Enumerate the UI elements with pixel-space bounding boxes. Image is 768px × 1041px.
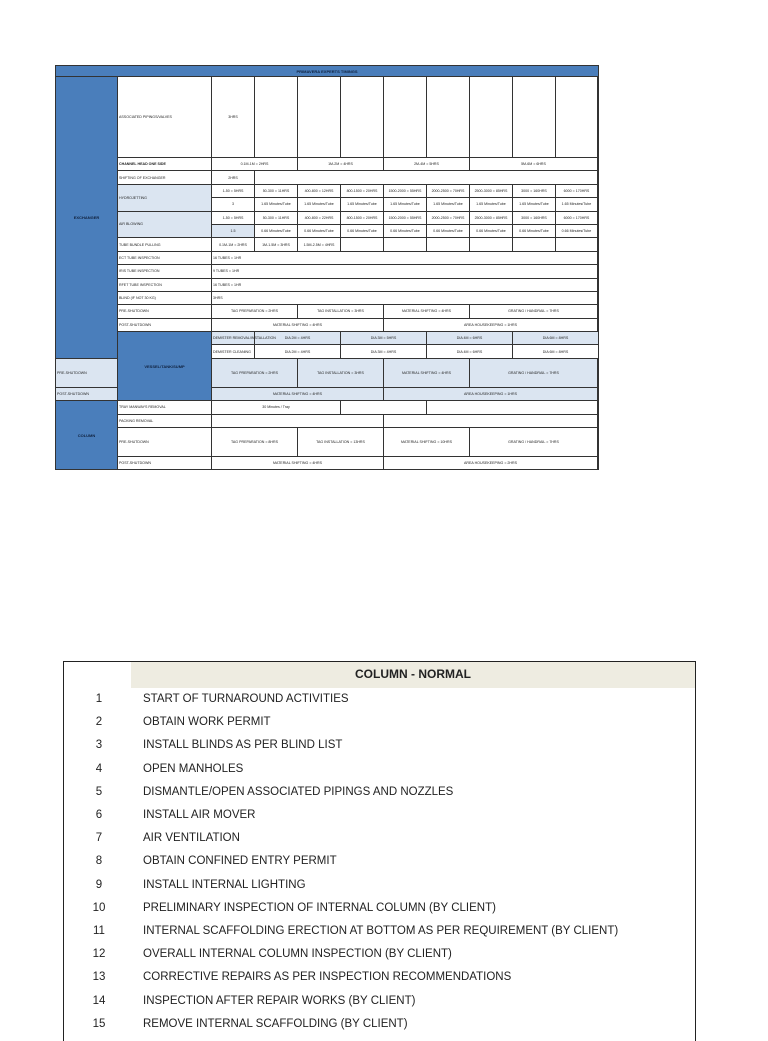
timing-cell: 1.5M-2.5M = 4HRS [298, 238, 341, 251]
timing-cell: 1.65 Minutes/Tube [384, 198, 427, 211]
item-number: 13 [92, 971, 106, 984]
activity-label: SHIFTING OF EXCHANGER [118, 171, 212, 184]
timing-cell: 1500-2000 = 55HRS [384, 211, 427, 224]
timing-cell: 30 Minutes / Tray [212, 401, 341, 414]
timing-cell: 1.65 Minutes/Tube [513, 198, 556, 211]
list-item [64, 734, 694, 756]
list-item [64, 711, 694, 733]
timing-cell: AREA HOUSEKEEPING = 2HRS [384, 457, 598, 470]
activity-label: TRAY MANWAYS REMOVAL [118, 401, 212, 414]
item-number: 3 [95, 739, 103, 752]
level-notes [598, 77, 599, 158]
item-text: OPEN MANHOLES [143, 762, 244, 775]
hydrojetting-note [598, 358, 599, 387]
timing-cell: MATERIAL SHIFTING = 4HRS [384, 305, 470, 318]
item-number: 15 [92, 1017, 106, 1030]
timing-cell: DIA 6M = 8HRS [513, 332, 599, 345]
item-number: 8 [95, 855, 103, 868]
activity-label: IRIS TUBE INSPECTION [118, 265, 212, 278]
timing-cell: MATERIAL SHIFTING = 10HRS [384, 428, 470, 457]
timing-cell: TAG INSTALLATION = 13HRS [298, 428, 384, 457]
timing-table [55, 65, 599, 470]
activity-label: DEMISTER REMOVAL/INSTALLATION [212, 332, 255, 345]
tube-note [598, 238, 599, 251]
item-text: OBTAIN CONFINED ENTRY PERMIT [143, 855, 337, 868]
list-item [64, 990, 694, 1012]
item-number: 7 [95, 832, 103, 845]
activity-label: PRE-SHUTDOWN [118, 305, 212, 318]
timing-cell: 400-800 = 12HRS [298, 184, 341, 197]
timing-cell: 2M-4M = 5HRS [384, 158, 470, 171]
timing-cell: 3HRS [212, 77, 255, 158]
timing-cell: DIA 2M = 4HRS [255, 345, 341, 358]
list-item [64, 781, 694, 803]
list-item [64, 943, 694, 965]
item-text: CORRECTIVE REPAIRS AS PER INSPECTION RECOMMENDATIONS [143, 971, 512, 984]
timing-cell: 2HRS [212, 171, 255, 184]
checklist-title: COLUMN - NORMAL [131, 662, 695, 688]
timing-cell: 1-50 = 5HRS [212, 184, 255, 197]
item-text: OVERALL INTERNAL COLUMN INSPECTION (BY CLIENT) [143, 948, 452, 961]
item-text: PRELIMINARY INSPECTION OF INTERNAL COLUMN (BY CLIENT) [143, 901, 496, 914]
timing-cell: TAG INSTALLATION = 3HRS [298, 358, 384, 387]
item-text: REMOVE INTERNAL SCAFFOLDING (BY CLIENT) [143, 1017, 408, 1030]
timing-cell: 2000-2500 = 70HRS [427, 184, 470, 197]
timing-cell: GRATING / HANDRAIL = 7HRS [470, 358, 598, 387]
timing-cell: 50-300 = 11HRS [255, 211, 298, 224]
timing-cell: 0.1M-1M = 2HRS [212, 158, 298, 171]
timing-cell: 6000 = 170HRS [556, 211, 598, 224]
timing-cell: TAG INSTALLATION = 3HRS [298, 305, 384, 318]
timing-cell: 3000 = 160HRS [513, 184, 556, 197]
timing-cell: 0.66 Minutes/Tube [341, 224, 384, 237]
list-item [64, 874, 694, 896]
item-number: 10 [92, 901, 106, 914]
item-number: 12 [92, 948, 106, 961]
item-text: INTERNAL SCAFFOLDING ERECTION AT BOTTOM AS PER REQUIREMENT (BY CLIENT) [143, 925, 619, 937]
timing-cell: AREA HOUSEKEEPING = 1HRS [384, 318, 598, 331]
timing-cell: 2000-2500 = 70HRS [427, 211, 470, 224]
timing-cell: 0.1M-1M = 2HRS [212, 238, 255, 251]
list-item [64, 804, 694, 826]
timing-cell: 1500-2000 = 55HRS [384, 184, 427, 197]
item-text: START OF TURNAROUND ACTIVITIES [143, 693, 349, 705]
activity-label: ECT TUBE INSPECTION [118, 251, 212, 264]
timing-cell: TAG PREPARATION = 2HRS [212, 358, 298, 387]
timing-cell: 1.65 Minutes/Tube [470, 198, 513, 211]
timing-cell: DIA 4M = 6HRS [427, 332, 513, 345]
timing-cell: 1M-1.5M = 3HRS [255, 238, 298, 251]
timing-cell: GRATING / HANDRAIL = 7HRS [470, 428, 598, 457]
timing-cell: TAG PREPARATION = 2HRS [212, 305, 298, 318]
timing-cell: 800-1500 = 20HRS [341, 211, 384, 224]
timing-cell: 0.66 Minutes/Tube [470, 224, 513, 237]
timing-cell: DIA 2M = 4HRS [255, 332, 341, 345]
timing-cell: 1-50 = 5HRS [212, 211, 255, 224]
category-vessel: VESSEL/TANK/SUMP [118, 332, 212, 401]
timing-cell: 16 TUBES = 1HR [212, 251, 598, 264]
activity-label: POST-SHUTDOWN [56, 387, 118, 400]
activity-label: ASSOCIATED PIPINGS/VALVES [118, 77, 212, 158]
list-item [64, 897, 694, 919]
table-title: PRIMAVERA EXPERTS TIMINGS [56, 66, 599, 77]
list-item [64, 1013, 694, 1035]
timing-cell: 50-300 = 11HRS [255, 184, 298, 197]
item-text: INSTALL INTERNAL LIGHTING [143, 878, 306, 891]
column-normal-checklist [63, 661, 696, 1041]
timing-cell: TAG PREPARATION = 8HRS [212, 428, 298, 457]
timing-cell: 3 [212, 198, 255, 211]
timing-cell: 1M-2M = 4HRS [298, 158, 384, 171]
timing-cell: 3HRS [212, 291, 598, 304]
timing-cell: 2500-3000 = 85HRS [470, 211, 513, 224]
timing-cell: 5M-6M = 6HRS [470, 158, 598, 171]
activity-label: PACKING REMOVAL [118, 414, 212, 427]
category-exchanger: EXCHANGER [56, 77, 118, 359]
timing-cell: 1.65 Minutes/Tube [556, 198, 598, 211]
timing-cell: 1.65 Minutes/Tube [298, 198, 341, 211]
timing-cell: AREA HOUSEKEEPING = 1HRS [384, 387, 598, 400]
timing-cell: GRATING / HANDRAIL = 7HRS [470, 305, 598, 318]
item-number: 4 [95, 762, 103, 775]
activity-label: POST-SHUTDOWN [118, 457, 212, 470]
activity-label: BLIND (IF NOT 30 KG) [118, 291, 212, 304]
timing-cell: 16 TUBES = 1HR [212, 278, 598, 291]
timing-cell: 800-1500 = 20HRS [341, 184, 384, 197]
timing-cell: DIA 3M = 4HRS [341, 345, 427, 358]
timing-cell: MATERIAL SHIFTING = 4HRS [212, 457, 384, 470]
hydrojetting-note [598, 428, 599, 457]
item-number: 2 [95, 716, 103, 729]
item-number: 5 [95, 785, 103, 798]
timing-cell: 1.65 Minutes/Tube [341, 198, 384, 211]
item-number: 6 [95, 809, 103, 821]
timing-cell: DIA 3M = 5HRS [341, 332, 427, 345]
timing-cell: 3000 = 160HRS [513, 211, 556, 224]
list-item [64, 966, 694, 988]
timing-cell: 0.66 Minutes/Tube [427, 224, 470, 237]
timing-cell: 1.65 Minutes/Tube [427, 198, 470, 211]
item-number: 11 [93, 925, 105, 937]
list-item [64, 920, 694, 942]
activity-label: CHANNEL HEAD ONE SIDE [118, 158, 212, 171]
item-number: 9 [95, 878, 103, 891]
item-text: INSPECTION AFTER REPAIR WORKS (BY CLIENT) [143, 994, 416, 1007]
activity-label: AIR BLOWING [118, 211, 212, 238]
activity-label: DEMISTER CLEANING [212, 345, 255, 358]
list-item [64, 758, 694, 780]
item-text: DISMANTLE/OPEN ASSOCIATED PIPINGS AND NOZZLES [143, 785, 454, 798]
item-text: OBTAIN WORK PERMIT [143, 716, 271, 729]
list-item [64, 827, 694, 849]
timing-cell: 400-800 = 22HRS [298, 211, 341, 224]
timing-cell: MATERIAL SHIFTING = 4HRS [212, 387, 384, 400]
category-column: COLUMN [56, 401, 118, 470]
item-text: INSTALL BLINDS AS PER BLIND LIST [143, 739, 343, 752]
activity-label: PRE-SHUTDOWN [118, 428, 212, 457]
timing-cell: 0.66 Minutes/Tube [513, 224, 556, 237]
timing-cell: 1.5 [212, 224, 255, 237]
list-item [64, 850, 694, 872]
timing-cell: MATERIAL SHIFTING = 4HRS [384, 358, 470, 387]
activity-label: POST-SHUTDOWN [118, 318, 212, 331]
timing-cell: 9 TUBES = 1HR [212, 265, 598, 278]
item-text: INSTALL AIR MOVER [143, 809, 256, 821]
item-number: 14 [92, 994, 106, 1007]
timing-cell: DIA 4M = 6HRS [427, 345, 513, 358]
timing-cell: 0.66 Minutes/Tube [556, 224, 598, 237]
timing-cell: 2500-3000 = 85HRS [470, 184, 513, 197]
timing-cell: 1.65 Minutes/Tube [255, 198, 298, 211]
timing-cell: MATERIAL SHIFTING = 4HRS [212, 318, 384, 331]
activity-label: RFET TUBE INSPECTION [118, 278, 212, 291]
activity-label: TUBE BUNDLE PULLING [118, 238, 212, 251]
timing-cell: 0.66 Minutes/Tube [384, 224, 427, 237]
timing-cell: 0.66 Minutes/Tube [255, 224, 298, 237]
item-text: AIR VENTILATION [143, 832, 240, 845]
list-item [64, 688, 694, 710]
item-number: 1 [95, 693, 103, 705]
timing-cell: DIA 6M = 8HRS [513, 345, 599, 358]
activity-label: PRE-SHUTDOWN [56, 358, 118, 387]
activity-label: HYDROJETTING [118, 184, 212, 211]
timing-cell: 6000 = 170HRS [556, 184, 598, 197]
timing-cell: 0.66 Minutes/Tube [298, 224, 341, 237]
